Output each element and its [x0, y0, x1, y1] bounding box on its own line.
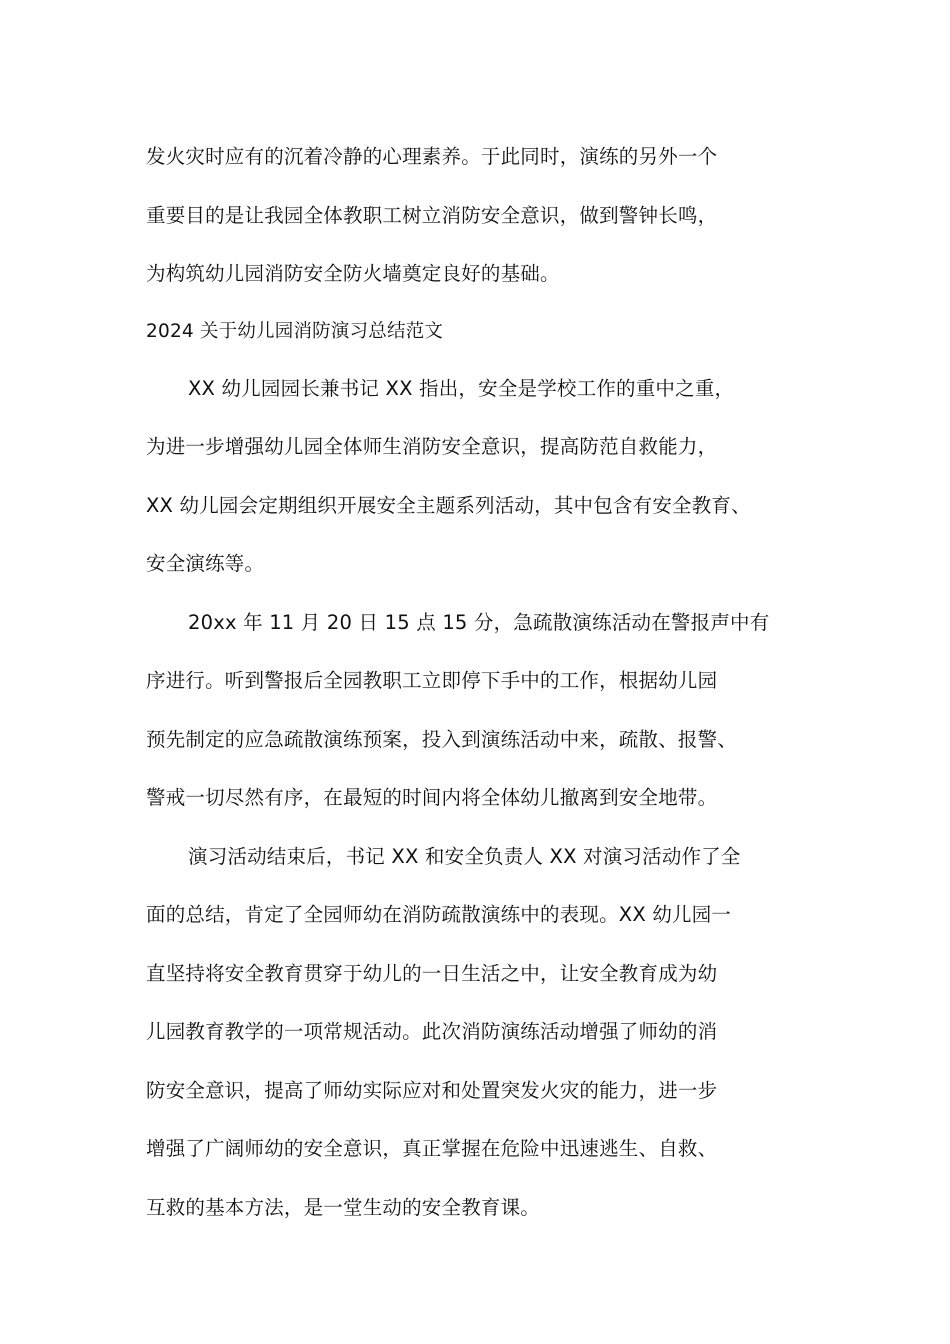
paragraph-line: 儿园教育教学的一项常规活动。此次消防演练活动增强了师幼的消	[146, 1020, 718, 1043]
paragraph-line: 互救的基本方法，是一堂生动的安全教育课。	[146, 1195, 541, 1219]
document-body	[146, 128, 826, 1237]
paragraph-line: 序进行。听到警报后全园教职工立即停下手中的工作，根据幼儿园	[146, 669, 718, 692]
paragraph-line: 增强了广阔师幼的安全意识，真正掌握在危险中迅速逃生、自救、	[146, 1137, 718, 1160]
paragraph-line: 发火灾时应有的沉着冷静的心理素养。于此同时，演练的另外一个	[146, 145, 718, 168]
paragraph-line: 为构筑幼儿园消防安全防火墙奠定良好的基础。	[146, 262, 560, 285]
paragraph-line: 重要目的是让我园全体教职工树立消防安全意识，做到警钟长鸣，	[146, 203, 718, 227]
paragraph-line: XX 幼儿园园长兼书记 XX 指出，安全是学校工作的重中之重，	[188, 376, 735, 400]
paragraph-line: 为进一步增强幼儿园全体师生消防安全意识，提高防范自救能力，	[146, 435, 718, 458]
paragraph-line: 预先制定的应急疏散演练预案，投入到演练活动中来，疏散、报警、	[146, 727, 738, 751]
paragraph-line: 安全演练等。	[146, 552, 265, 575]
document-heading: 2024 关于幼儿园消防演习总结范文	[146, 320, 444, 342]
paragraph-line: 防安全意识，提高了师幼实际应对和处置突发火灾的能力，进一步	[146, 1078, 718, 1102]
paragraph-line: 演习活动结束后，书记 XX 和安全负责人 XX 对演习活动作了全	[188, 844, 741, 868]
paragraph-line: 20xx 年 11 月 20 日 15 点 15 分，急疏散演练活动在警报声中有	[188, 610, 770, 634]
paragraph-line: 面的总结，肯定了全园师幼在消防疏散演练中的表现。XX 幼儿园一	[146, 903, 732, 926]
paragraph-line: XX 幼儿园会定期组织开展安全主题系列活动，其中包含有安全教育、	[146, 493, 751, 517]
paragraph-line: 警戒一切尽然有序，在最短的时间内将全体幼儿撤离到安全地带。	[146, 786, 718, 809]
paragraph-line: 直坚持将安全教育贯穿于幼儿的一日生活之中，让安全教育成为幼	[146, 961, 718, 985]
